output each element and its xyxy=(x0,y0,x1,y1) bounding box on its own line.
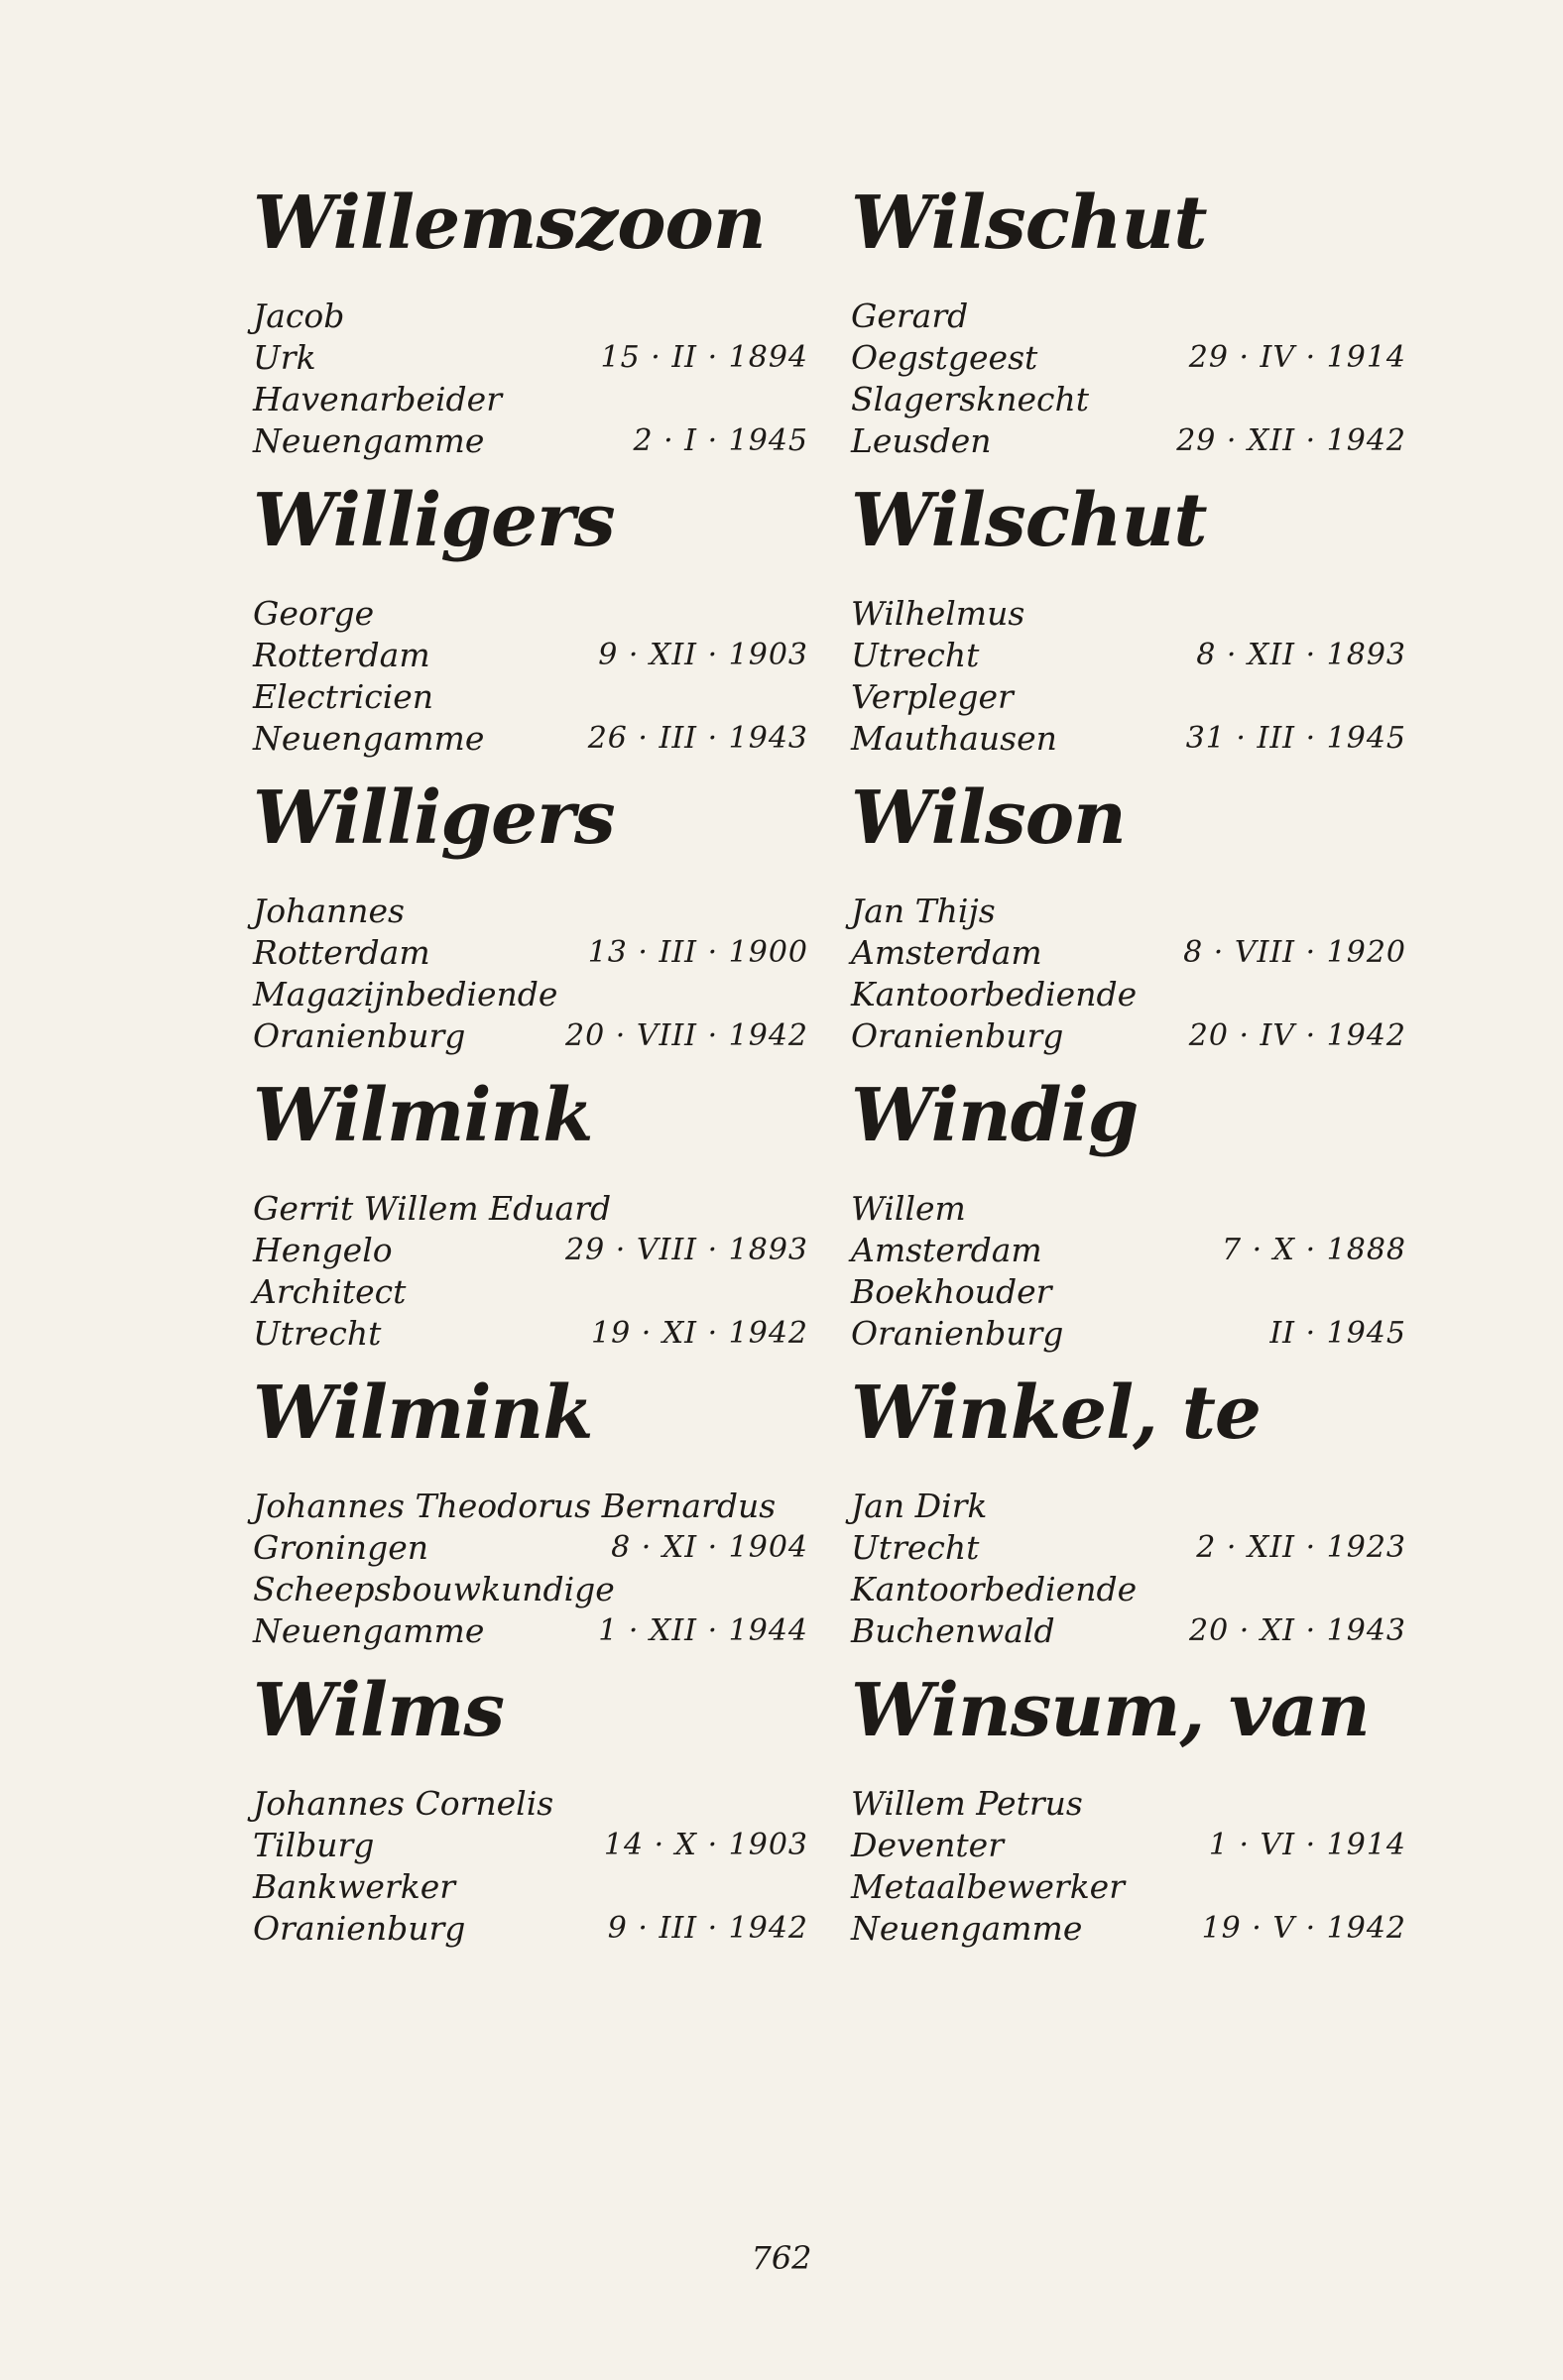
given-names xyxy=(253,1188,808,1230)
birth-line xyxy=(253,337,808,379)
surname-heading: Wilschut xyxy=(851,478,1207,563)
death-line xyxy=(851,1313,1406,1355)
given-names-text: Gerard xyxy=(851,297,969,335)
birth-line xyxy=(851,1527,1406,1569)
deathplace: Oranienburg xyxy=(851,1314,1064,1353)
birth-line xyxy=(851,932,1406,974)
occupation: Havenarbeider xyxy=(253,380,502,418)
right-column xyxy=(851,178,1406,1964)
death-line xyxy=(851,1610,1406,1652)
death-date: 19 · XI · 1942 xyxy=(591,1316,808,1351)
surname-heading: Wilmink xyxy=(253,1073,593,1158)
death-line xyxy=(851,718,1406,760)
given-names xyxy=(851,1486,1406,1527)
given-names xyxy=(253,296,808,337)
surname-heading: Willigers xyxy=(253,478,615,563)
birth-date: 29 · VIII · 1893 xyxy=(565,1233,808,1267)
birth-date: 15 · II · 1894 xyxy=(600,340,808,375)
birthplace: Groningen xyxy=(253,1528,428,1567)
death-line xyxy=(851,1908,1406,1950)
birth-date: 7 · X · 1888 xyxy=(1221,1233,1406,1267)
death-date: 20 · XI · 1943 xyxy=(1189,1613,1406,1648)
given-names-text: Johannes xyxy=(253,892,405,930)
death-date: 19 · V · 1942 xyxy=(1201,1911,1406,1946)
occupation: Verpleger xyxy=(851,677,1014,716)
given-names-text: Jan Thijs xyxy=(851,892,996,930)
occupation-line xyxy=(851,379,1406,420)
memorial-entry xyxy=(851,774,1406,1071)
birthplace: Deventer xyxy=(851,1826,1004,1864)
death-date: 1 · XII · 1944 xyxy=(598,1613,808,1648)
memorial-entry xyxy=(851,178,1406,476)
death-line xyxy=(253,1015,808,1057)
birth-date: 8 · XII · 1893 xyxy=(1196,638,1406,672)
memorial-entry xyxy=(253,774,808,1071)
surname-heading: Windig xyxy=(851,1073,1139,1158)
occupation: Kantoorbediende xyxy=(851,975,1138,1013)
memorial-entry xyxy=(253,1666,808,1964)
given-names xyxy=(253,891,808,932)
birthplace: Amsterdam xyxy=(851,933,1042,972)
birthplace: Rotterdam xyxy=(253,636,430,674)
occupation-line xyxy=(253,379,808,420)
death-date: 20 · IV · 1942 xyxy=(1188,1018,1406,1053)
death-line xyxy=(253,1610,808,1652)
memorial-entry xyxy=(253,1071,808,1368)
deathplace: Neuengamme xyxy=(253,1611,485,1650)
given-names xyxy=(253,1783,808,1825)
death-line xyxy=(253,1908,808,1950)
given-names xyxy=(851,593,1406,635)
given-names-text: Jan Dirk xyxy=(851,1487,988,1525)
birth-line xyxy=(253,1527,808,1569)
birthplace: Hengelo xyxy=(253,1231,393,1269)
occupation: Electricien xyxy=(253,677,434,716)
given-names-text: Willem Petrus xyxy=(851,1784,1083,1823)
deathplace: Neuengamme xyxy=(851,1909,1083,1948)
birth-line xyxy=(851,635,1406,676)
memorial-entry xyxy=(851,1071,1406,1368)
memorial-entry xyxy=(253,1368,808,1666)
birthplace: Amsterdam xyxy=(851,1231,1042,1269)
given-names-text: Willem xyxy=(851,1189,966,1228)
birth-line xyxy=(851,1230,1406,1271)
memorial-entry xyxy=(253,178,808,476)
occupation: Kantoorbediende xyxy=(851,1570,1138,1608)
death-date: 26 · III · 1943 xyxy=(587,721,808,756)
surname-heading: Willigers xyxy=(253,775,615,861)
occupation-line xyxy=(851,974,1406,1015)
birth-date: 8 · VIII · 1920 xyxy=(1183,935,1406,970)
birth-date: 1 · VI · 1914 xyxy=(1208,1828,1406,1862)
memorial-entry xyxy=(851,1368,1406,1666)
given-names-text: George xyxy=(253,594,375,633)
surname-heading: Wilmink xyxy=(253,1370,593,1456)
occupation-line xyxy=(253,1866,808,1908)
death-line xyxy=(253,1313,808,1355)
deathplace: Buchenwald xyxy=(851,1611,1055,1650)
death-date: 2 · I · 1945 xyxy=(633,423,808,458)
birthplace: Utrecht xyxy=(851,1528,980,1567)
given-names-text: Johannes Theodorus Bernardus xyxy=(253,1487,777,1525)
birth-date: 2 · XII · 1923 xyxy=(1196,1530,1406,1565)
birthplace: Rotterdam xyxy=(253,933,430,972)
surname-heading: Wilschut xyxy=(851,180,1207,266)
deathplace: Neuengamme xyxy=(253,719,485,758)
death-line xyxy=(851,1015,1406,1057)
birthplace: Urk xyxy=(253,338,316,377)
birth-date: 13 · III · 1900 xyxy=(587,935,808,970)
given-names xyxy=(851,1783,1406,1825)
birth-date: 14 · X · 1903 xyxy=(603,1828,808,1862)
given-names-text: Gerrit Willem Eduard xyxy=(253,1189,612,1228)
death-line xyxy=(253,420,808,462)
death-line xyxy=(253,718,808,760)
death-date: 20 · VIII · 1942 xyxy=(565,1018,808,1053)
page-number: 762 xyxy=(751,2239,812,2277)
birth-line xyxy=(253,1230,808,1271)
birth-date: 29 · IV · 1914 xyxy=(1188,340,1406,375)
occupation-line xyxy=(253,1271,808,1313)
occupation-line xyxy=(851,1271,1406,1313)
given-names-text: Jacob xyxy=(253,297,345,335)
given-names xyxy=(851,296,1406,337)
deathplace: Neuengamme xyxy=(253,421,485,460)
death-date: 9 · III · 1942 xyxy=(607,1911,808,1946)
occupation: Slagersknecht xyxy=(851,380,1089,418)
given-names xyxy=(253,1486,808,1527)
occupation-line xyxy=(851,1569,1406,1610)
memorial-entry xyxy=(851,1666,1406,1964)
birth-line xyxy=(851,337,1406,379)
death-date: 31 · III · 1945 xyxy=(1185,721,1406,756)
occupation: Bankwerker xyxy=(253,1867,456,1906)
birth-date: 8 · XI · 1904 xyxy=(611,1530,808,1565)
occupation-line xyxy=(253,676,808,718)
birth-line xyxy=(253,1825,808,1866)
surname-heading: Willemszoon xyxy=(253,180,766,266)
birth-line xyxy=(851,1825,1406,1866)
occupation: Architect xyxy=(253,1272,407,1311)
given-names xyxy=(851,1188,1406,1230)
occupation: Magazijnbediende xyxy=(253,975,558,1013)
left-column xyxy=(253,178,808,1964)
surname-heading: Wilms xyxy=(253,1668,504,1753)
given-names-text: Wilhelmus xyxy=(851,594,1025,633)
occupation: Metaalbewerker xyxy=(851,1867,1125,1906)
birth-line xyxy=(253,932,808,974)
birth-date: 9 · XII · 1903 xyxy=(598,638,808,672)
birth-line xyxy=(253,635,808,676)
occupation-line xyxy=(851,676,1406,718)
deathplace: Oranienburg xyxy=(253,1016,466,1055)
given-names-text: Johannes Cornelis xyxy=(253,1784,554,1823)
deathplace: Leusden xyxy=(851,421,992,460)
death-date: 29 · XII · 1942 xyxy=(1176,423,1406,458)
occupation: Boekhouder xyxy=(851,1272,1052,1311)
deathplace: Mauthausen xyxy=(851,719,1057,758)
deathplace: Oranienburg xyxy=(253,1909,466,1948)
birthplace: Oegstgeest xyxy=(851,338,1038,377)
surname-heading: Winkel, te xyxy=(851,1370,1261,1456)
given-names xyxy=(253,593,808,635)
surname-heading: Winsum, van xyxy=(851,1668,1370,1753)
memorial-entry xyxy=(851,476,1406,774)
deathplace: Utrecht xyxy=(253,1314,382,1353)
occupation-line xyxy=(253,1569,808,1610)
occupation-line xyxy=(851,1866,1406,1908)
occupation-line xyxy=(253,974,808,1015)
birthplace: Tilburg xyxy=(253,1826,375,1864)
death-date: II · 1945 xyxy=(1269,1316,1406,1351)
death-line xyxy=(851,420,1406,462)
given-names xyxy=(851,891,1406,932)
deathplace: Oranienburg xyxy=(851,1016,1064,1055)
surname-heading: Wilson xyxy=(851,775,1126,861)
memorial-entry xyxy=(253,476,808,774)
birthplace: Utrecht xyxy=(851,636,980,674)
occupation: Scheepsbouwkundige xyxy=(253,1570,615,1608)
